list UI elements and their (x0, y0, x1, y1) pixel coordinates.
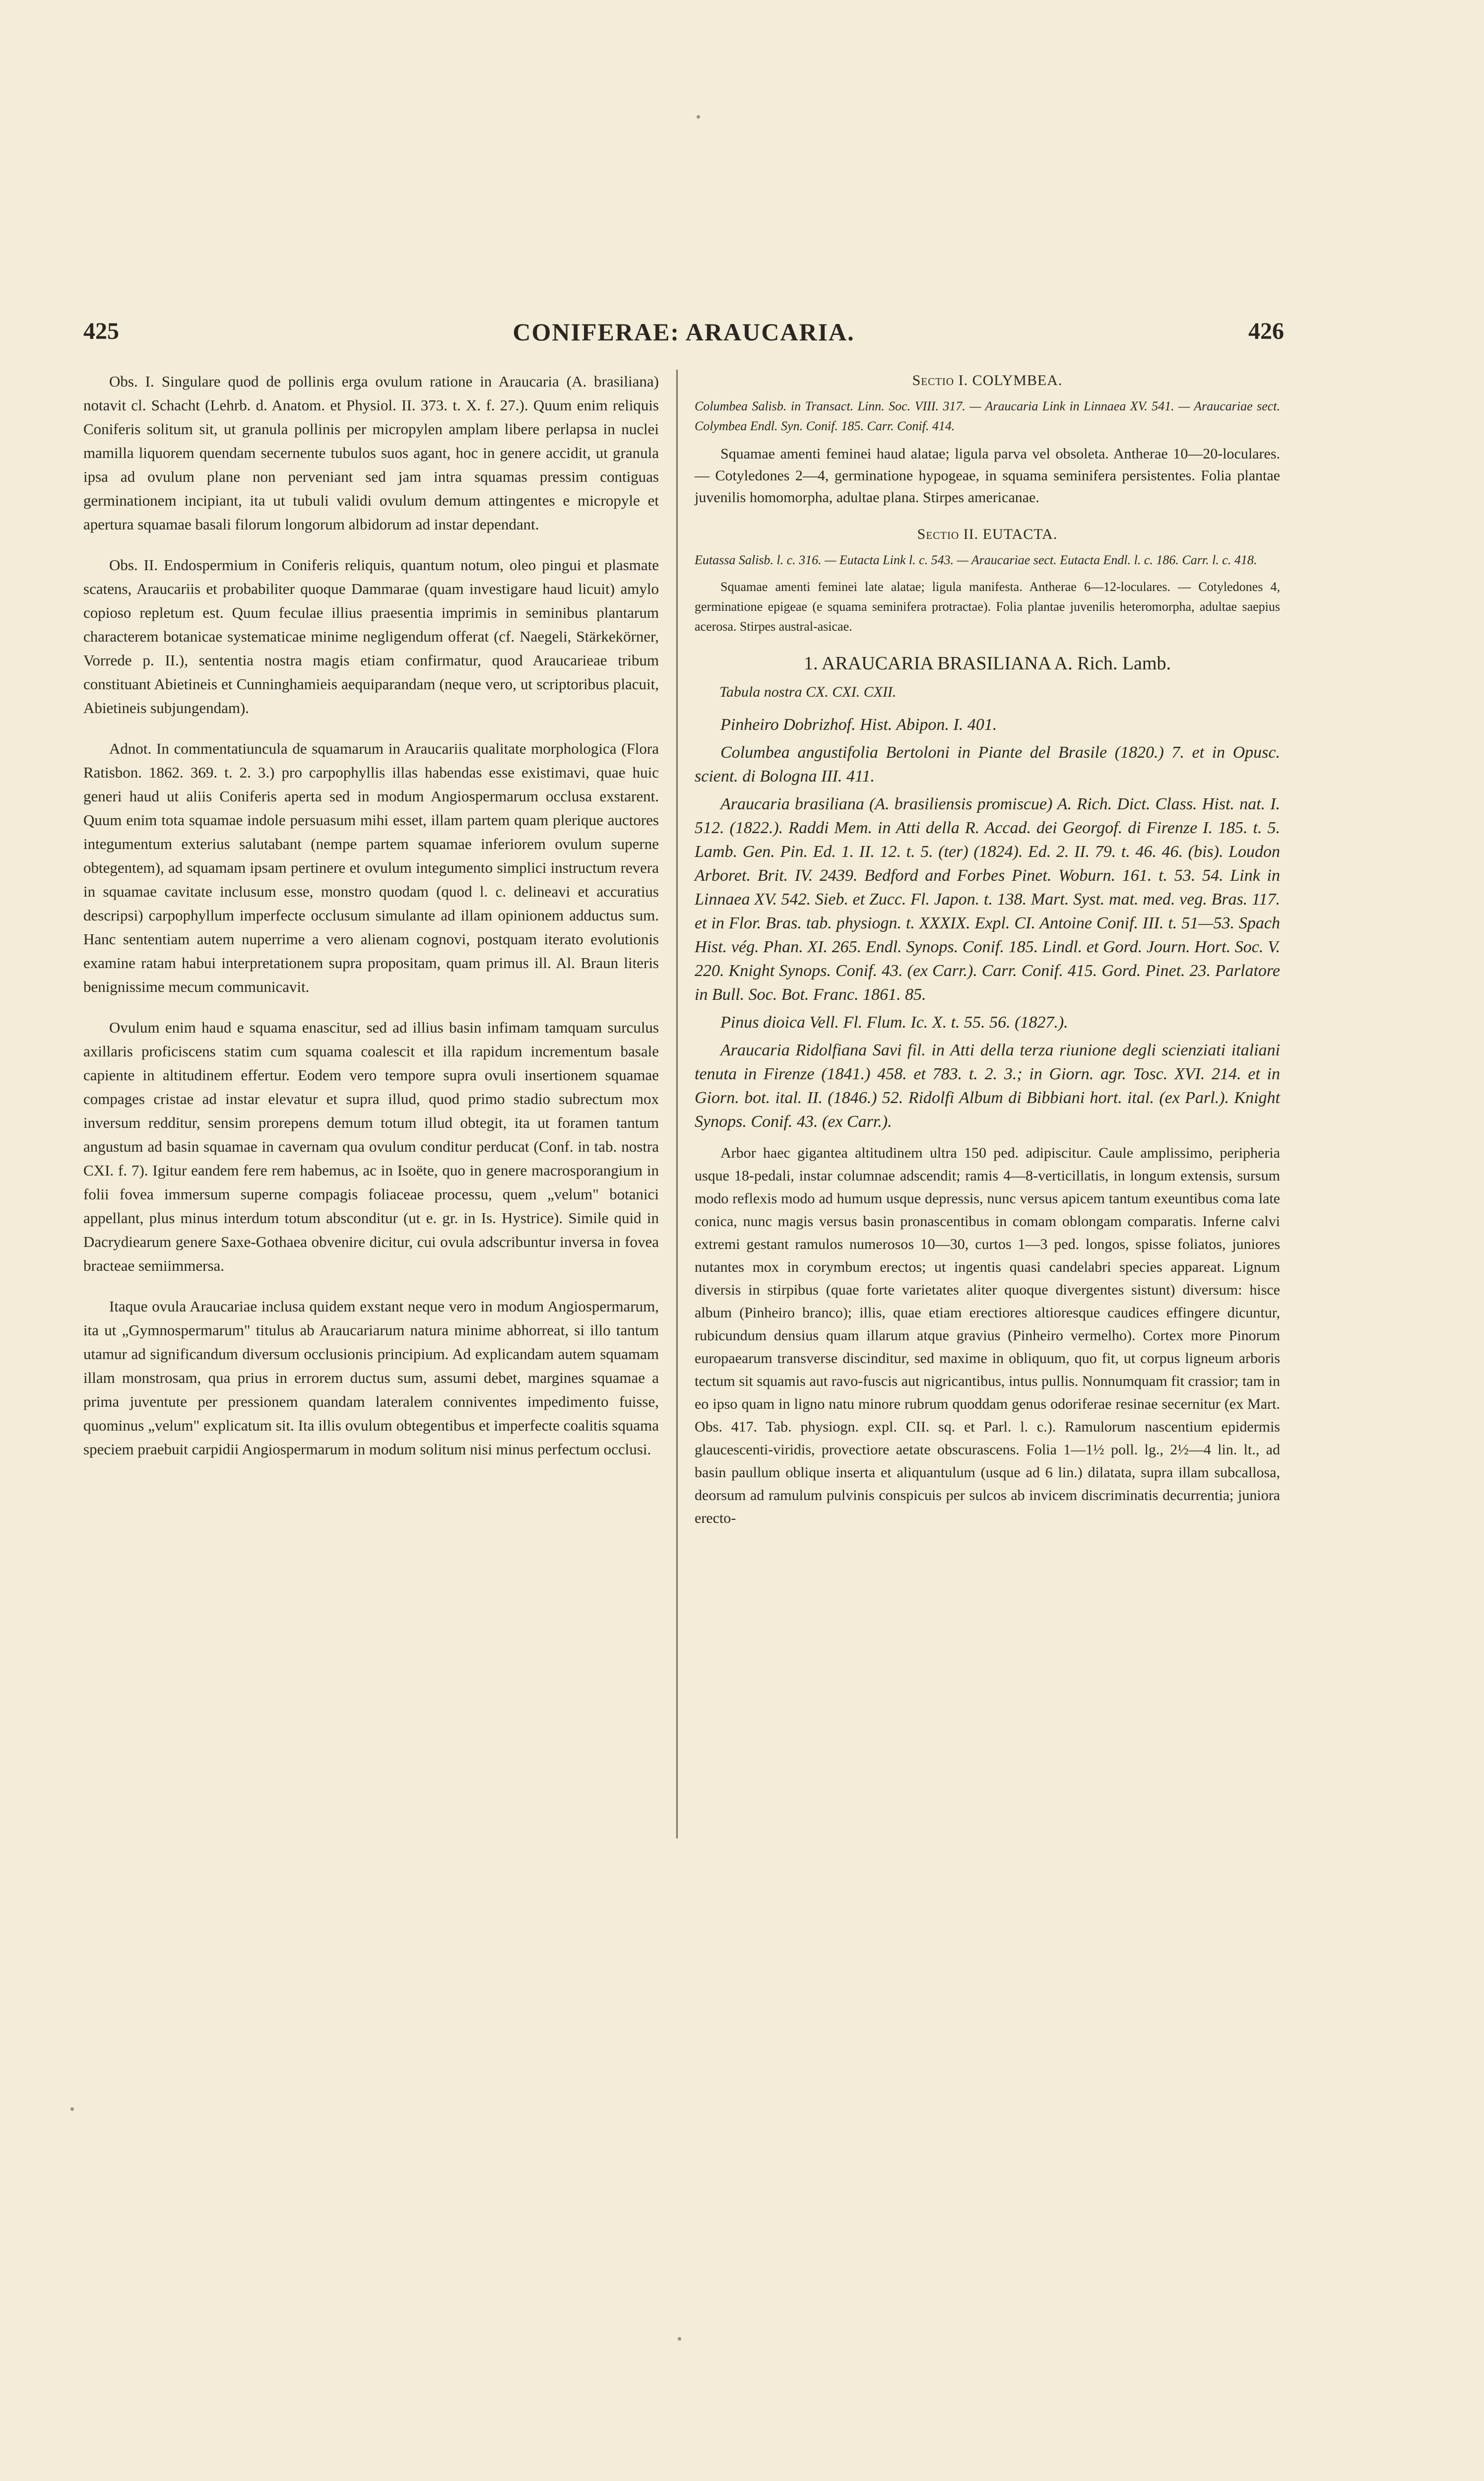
paper-speck (678, 2337, 681, 2341)
tabula-reference: Tabula nostra CX. CXI. CXII. (719, 684, 897, 700)
paper-speck (70, 2107, 74, 2111)
citation-pinus-dioica: Pinus dioica Vell. Fl. Flum. Ic. X. t. 55. 56. (1827.). (720, 1013, 1068, 1032)
column-divider (676, 370, 678, 1838)
citation-pinheiro: Pinheiro Dobrizhof. Hist. Abipon. I. 401. (720, 716, 997, 734)
paper-speck (697, 115, 700, 119)
citation-araucaria-ridolfiana: Araucaria Ridolfiana Savi fil. in Atti della terza riunione degli scienziati italiani tenuta in Firenze (1841.) 458. et 783. t. 2. 3.; in Giorn. agr. Tosc. XVI. 214. et in Giorn. bot. ital. II. (1846.) 52. Ridolfi Album di Bibbiani hort. ital. (ex Parl.). Knight Synops. Conif. 43. (ex Carr.). (695, 1041, 1280, 1131)
right-column (695, 370, 1280, 1547)
itaque-paragraph: Itaque ovula Araucariae inclusa quidem exstant neque vero in modum Angiospermarum, ita ut „Gymnospermarum" titulus ab Araucariarum natura minime abhorreat, si illo tantum utamur ad significandum diversum occlusionis principium. Ad explicandam autem squamam illam monstrosam, qua prius in errorem ductus sum, assumi debet, margines squamae a prima juventute per pressionem quandam lateralem conniventes impedimento fuisse, quominus „velum" explicatum sit. Ita illis ovulum obtegentibus et imperfecte coalitis squama speciem praebuit carpidii Angiospermarum in modum solitum nisi minus perfectum occlusi. (83, 1298, 659, 1458)
obs-one-paragraph: Obs. I. Singulare quod de pollinis erga ovulum ratione in Araucaria (A. brasiliana) notavit cl. Schacht (Lehrb. d. Anatom. et Physiol. II. 373. t. X. f. 27.). Quum enim reliquis Coniferis solitum sit, ut granula pollinis per micropylen amplam libere perlapsa in nuclei mamilla liquorem quendam secernente tubulos suos agant, hoc in genere accidit, ut granula ipsa ad ovulum plane non perveniant sed jam intra squamas pressim contiguas germinationem incipiant, ita ut tubuli validi ovulum demum attingentes e micropyle et apertura squamae basali filorum longorum albidorum ad instar dependant. (83, 373, 659, 533)
section-two-heading: Sectio II. EUTACTA. (917, 526, 1058, 542)
species-title: 1. ARAUCARIA BRASILIANA A. Rich. Lamb. (804, 653, 1171, 674)
citation-araucaria-brasiliana: Araucaria brasiliana (A. brasiliensis promiscue) A. Rich. Dict. Class. Hist. nat. I. 512. (1822.). Raddi Mem. in Atti della R. Accad. dei Georgof. di Firenze I. 185. t. 5. Lamb. Gen. Pin. Ed. 1. II. 12. t. 5. (ter) (1824). Ed. 2. II. 79. t. 46. 46. (bis). Loudon Arboret. Brit. IV. 2439. Bedford and Forbes Pinet. Woburn. 161. t. 53. 54. Link in Linnaea XV. 542. Sieb. et Zucc. Fl. Japon. t. 138. Mart. Syst. mat. med. veg. Bras. 117. et in Flor. Bras. tab. physiogn. t. XXXIX. Expl. CI. Antoine Conif. III. t. 51—53. Spach Hist. vég. Phan. XI. 265. Endl. Synops. Conif. 185. Lindl. et Gord. Journ. Hort. Soc. V. 220. Knight Synops. Conif. 43. (ex Carr.). Carr. Conif. 415. Gord. Pinet. 23. Parlatore in Bull. Soc. Bot. Franc. 1861. 85. (695, 795, 1280, 1004)
ovulum-paragraph: Ovulum enim haud e squama enascitur, sed ad illius basin infimam tamquam surculus axillaris proficiscens statim cum squama coalescit et illa rapidum incrementum basale capiente in altitudinem effertur. Eodem vero tempore supra ovuli insertionem squamae compages cristae ad instar elevatur et supra illud, quod primo stadio subrectum mox inversum redditur, sensim prorepens demum totum illud obtegit, ita ut foramen tantum angustum ad basin squamae in cavernam qua ovulum conditur perducat (Conf. in tab. nostra CXI. f. 7). Igitur eandem fere rem habemus, ac in Isoëte, quo in genere macrosporangium in folii fovea immersum superne compagis foliaceae processu, quem „velum" botanici appellant, plus minus interdum totum absconditur (ut e. gr. in Is. Hystrice). Simile quid in Dacrydiearum genere Saxe-Gothaea obvenire dicitur, cui ovula adscribuntur inversa in fovea bracteae semiimmersa. (83, 1019, 659, 1274)
running-title: CONIFERAE: ARAUCARIA. (513, 318, 855, 346)
page-number-left: 425 (83, 318, 119, 344)
section-one-synonyms: Columbea Salisb. in Transact. Linn. Soc. VIII. 317. — Araucaria Link in Linnaea XV. 541. — Araucariae sect. Colymbea Endl. Syn. Conif. 185. Carr. Conif. 414. (695, 399, 1280, 433)
section-one-description: Squamae amenti feminei haud alatae; ligula parva vel obsoleta. Antherae 10—20-loculares. — Cotyledones 2—4, germinatione hypogeae, in squama seminifera persistentes. Folia plantae juvenilis homomorpha, adultae plana. Stirpes americanae. (695, 446, 1280, 506)
section-two-description: Squamae amenti feminei late alatae; ligula manifesta. Antherae 6—12-loculares. — Cotyledones 4, germinatione epigeae (e squama seminifera protractae). Folia plantae juvenilis heteromorpha, adultae saepius acerosa. Stirpes austral-asicae. (695, 580, 1280, 634)
left-column (83, 370, 659, 1478)
obs-two-paragraph: Obs. II. Endospermium in Coniferis reliquis, quantum notum, oleo pingui et plasmate scatens, Araucariis et probabiliter quoque Dammarae (quam investigare haud licuit) amylo copioso repletum est. Quum feculae illius praesentia imprimis in seminibus plantarum characterem botanicae systematicae minime negligendum offerat (cf. Naegeli, Stärkekörner, Vorrede p. II.), sententia nostra magis etiam confirmatur, quod Araucarieae tribum constituant Abietineis et Cunninghamieis aequiparandam (neque vero, ut scriptoribus placuit, Abietineis subjungendam). (83, 556, 659, 717)
adnot-paragraph: Adnot. In commentatiuncula de squamarum in Araucariis qualitate morphologica (Flora Ratisbon. 1862. 369. t. 2. 3.) pro carpophyllis illas habendas esse existimavi, quae huic generi haud ut aliis Coniferis aperta sed in modum Angiospermarum occlusa exstarent. Quum enim tota squamae indole persuasum mihi esset, illam partem quam plerique auctores integumentum exterius salutabant (nempe partem squamae inferiorem ovulum superne obtegentem), ad squamam ipsam pertinere et ovulum integumento simplici instructum revera in squamae cavitate inclusum esse, monstro quodam (quod l. c. delineavi et accuratius descripsi) carpophyllum imperfecte occlusum simulante ad illam opinionem adductus sum. Hanc sententiam autem nuperrime a vero alienam cognovi, postquam iterato evolutionis examine ratam habui interpretationem supra propositam, quam primus ill. Al. Braun literis benignissime mecum communicavit. (83, 740, 659, 995)
page-number-right: 426 (1248, 318, 1284, 344)
section-two-synonyms: Eutassa Salisb. l. c. 316. — Eutacta Link l. c. 543. — Araucariae sect. Eutacta Endl. l. c. 186. Carr. l. c. 418. (695, 553, 1257, 567)
section-one-heading: Sectio I. COLYMBEA. (912, 372, 1063, 389)
citation-columbea: Columbea angustifolia Bertoloni in Piante del Brasile (1820.) 7. et in Opusc. scient. di Bologna III. 411. (695, 743, 1280, 785)
page-header (83, 318, 1284, 352)
description-paragraph: Arbor haec gigantea altitudinem ultra 150 ped. adipiscitur. Caule amplissimo, peripheria usque 18-pedali, instar columnae adscendit; ramis 4—8-verticillatis, in longum extensis, sursum modo reflexis modo ad humum usque depressis, nunc versus apicem tantum exeuntibus coma late conica, nunc magis versus basin pronascentibus in comam oblongam comparatis. Inferne calvi extremi gestant ramulos numerosos 10—30, curtos 1—3 ped. longos, spisse foliatos, juniores nutantes mox in corymbum erectos; ut ingentis quasi candelabri species appareat. Lignum diversis in stirpibus (quae forte varietates aliter quoque divergentes sistunt) diversum: hisce album (Pinheiro branco); illis, quae etiam erectiores altioresque caudices effingere dicuntur, rubicundum densius quam illarum atque gravius (Pinheiro vermelho). Cortex more Pinorum europaearum transverse discinditur, sed maxime in obliquum, quo fit, ut corpus ligneum arboris tectum sit squamis aut ravo-fuscis aut nigricantibus, intus pullis. Nonnumquam fit crassior; tam in eo ipso quam in ligno natu minore rubrum quoddam genus odoriferae resinae secernitur (ex Mart. Obs. 417. Tab. physiogn. expl. CII. sq. et Parl. l. c.). Ramulorum nascentium epidermis glaucescenti-viridis, provectiore aetate obscurascens. Folia 1—1½ poll. lg., 2½—4 lin. lt., ad basin paullum oblique inserta et aliquantulum (usque ad 6 lin.) dilatata, supra illam subcallosa, deorsum ad ramulum pulvinis conspicuis per sulcos ab invicem discriminatis decurrentia; juniora erecto- (695, 1145, 1280, 1526)
